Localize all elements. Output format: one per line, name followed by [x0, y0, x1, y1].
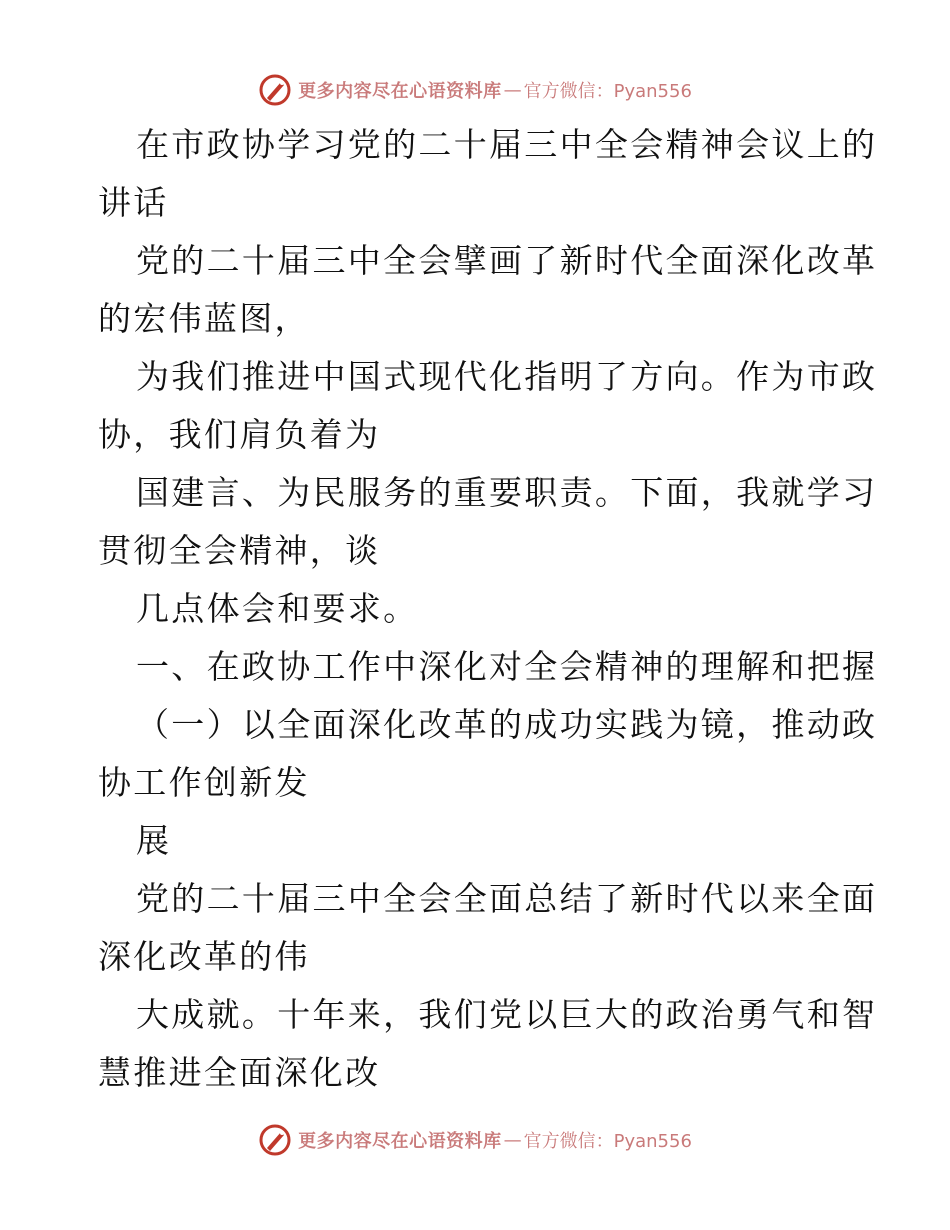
subsection-heading-cont: 展 [136, 821, 172, 860]
header-watermark [0, 70, 950, 110]
section-heading: 一、在政协工作中深化对全会精神的理解和把握 [136, 647, 878, 686]
watermark-label: 更多内容尽在心语资料库 [298, 81, 502, 102]
pen-logo-icon [258, 1123, 292, 1157]
text-line: 的宏伟蓝图， [98, 299, 310, 338]
text-line: 在市政协学习党的二十届三中全会精神会议上的 [136, 125, 878, 164]
text-line: 大成就。十年来，我们党以巨大的政治勇气和智 [136, 995, 878, 1034]
text-line: 深化改革的伟 [98, 937, 310, 976]
watermark-dash: — [503, 1129, 522, 1151]
subsection-heading-cont: 协工作创新发 [98, 763, 310, 802]
watermark-dash: — [503, 79, 522, 101]
subsection-heading: （一）以全面深化改革的成功实践为镜，推动政 [136, 705, 878, 744]
text-line: 讲话 [98, 183, 169, 222]
text-line: 协，我们肩负着为 [98, 415, 381, 454]
watermark-wechat: 官方微信：Pyan556 [523, 81, 692, 102]
watermark-wechat: 官方微信：Pyan556 [523, 1131, 692, 1152]
footer-watermark [0, 1120, 950, 1160]
text-line: 慧推进全面深化改 [98, 1053, 381, 1092]
watermark-label: 更多内容尽在心语资料库 [298, 1131, 502, 1152]
text-line: 党的二十届三中全会全面总结了新时代以来全面 [136, 879, 878, 918]
text-line: 几点体会和要求。 [136, 589, 419, 628]
document-body [98, 116, 878, 1102]
pen-logo-icon [258, 73, 292, 107]
text-line: 为我们推进中国式现代化指明了方向。作为市政 [136, 357, 878, 396]
text-line: 国建言、为民服务的重要职责。下面，我就学习 [136, 473, 878, 512]
text-line: 贯彻全会精神，谈 [98, 531, 381, 570]
text-line: 党的二十届三中全会擘画了新时代全面深化改革 [136, 241, 878, 280]
